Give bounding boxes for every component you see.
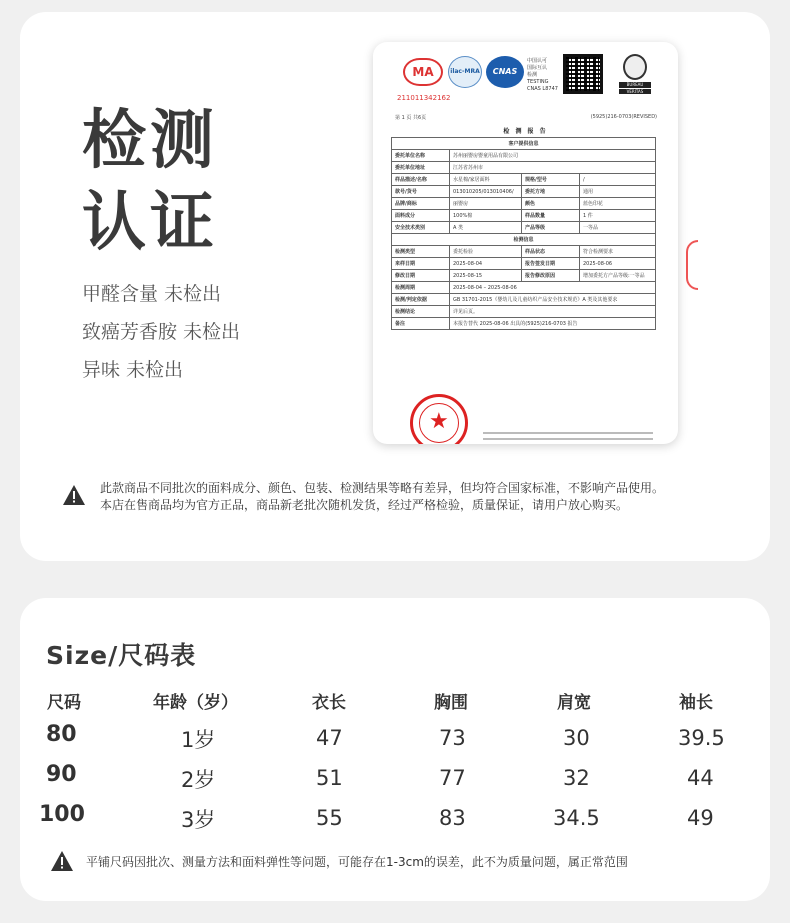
inspection-title bbox=[82, 100, 232, 264]
row-label: 产品等级 bbox=[522, 222, 580, 233]
result-odor: 异味 未检出 bbox=[82, 359, 184, 381]
cnas-logo: CNAS bbox=[486, 56, 524, 88]
report-row bbox=[392, 306, 655, 318]
table-cell-chest: 77 bbox=[439, 766, 466, 790]
row-label: 委托方地 bbox=[522, 186, 580, 197]
table-cell-age: 3岁 bbox=[181, 808, 216, 832]
report-table bbox=[391, 137, 656, 330]
table-cell-length: 47 bbox=[316, 726, 343, 750]
table-cell-size: 90 bbox=[46, 762, 77, 787]
row-value: A 类 bbox=[450, 222, 522, 233]
row-label: 委托单位地址 bbox=[392, 162, 450, 173]
red-seal-stamp-icon bbox=[410, 394, 468, 444]
bv-seal-icon bbox=[623, 54, 647, 80]
header-chest: 胸围 bbox=[434, 693, 468, 713]
table-cell-shoulder: 34.5 bbox=[553, 806, 600, 830]
row-value: 一等品 bbox=[583, 225, 599, 231]
cnas-caption-line: 检测 bbox=[527, 72, 538, 78]
header-age: 年龄（岁） bbox=[153, 693, 238, 713]
table-cell-chest: 83 bbox=[439, 806, 466, 830]
row-value: / bbox=[583, 176, 585, 183]
row-label: 安全技术类别 bbox=[392, 222, 450, 233]
ilac-logo: ilac-MRA bbox=[448, 56, 482, 88]
report-row bbox=[392, 318, 655, 329]
section-label: 客户提供信息 bbox=[508, 141, 539, 147]
header-sleeve: 袖长 bbox=[679, 693, 713, 713]
row-label: 备注 bbox=[392, 318, 450, 329]
row-value: 丽婴房 bbox=[450, 198, 522, 209]
table-cell-length: 55 bbox=[316, 806, 343, 830]
ma-logo: MA bbox=[403, 58, 443, 86]
cnas-caption-line: 中国认可 bbox=[527, 58, 548, 64]
table-cell-age: 2岁 bbox=[181, 768, 216, 792]
report-row bbox=[392, 222, 655, 234]
table-cell-length: 51 bbox=[316, 766, 343, 790]
report-row bbox=[392, 150, 655, 162]
test-report-image bbox=[373, 42, 678, 444]
qr-code-icon bbox=[563, 54, 603, 94]
table-cell-sleeve: 49 bbox=[687, 806, 714, 830]
row-label: 检测结论 bbox=[392, 306, 450, 317]
row-label: 款号/货号 bbox=[392, 186, 450, 197]
table-cell-sleeve: 44 bbox=[687, 766, 714, 790]
size-footnote-text: 平铺尺码因批次、测量方法和面料弹性等问题，可能存在1-3cm的误差，此不为质量问题，属正常范围 bbox=[86, 854, 628, 869]
row-label: 面料成分 bbox=[392, 210, 450, 221]
row-value: 增加委托方产品等级:一等品 bbox=[583, 273, 645, 279]
row-value: GB 31701-2015《婴幼儿及儿童纺织产品安全技术规范》A 类及其他要求 bbox=[453, 297, 618, 303]
row-label: 来样日期 bbox=[392, 258, 450, 269]
report-row bbox=[392, 174, 655, 186]
row-label: 样品数量 bbox=[522, 210, 580, 221]
table-cell-size: 80 bbox=[46, 722, 77, 747]
report-row bbox=[392, 186, 655, 198]
batch-notice bbox=[62, 480, 664, 514]
row-value: 水星棉/家居面料 bbox=[450, 174, 522, 185]
size-chart-title: Size/尺码表 bbox=[46, 641, 197, 670]
row-value: 2025-08-06 bbox=[583, 260, 613, 267]
row-label: 检测周期 bbox=[392, 282, 450, 293]
report-row bbox=[392, 294, 655, 306]
header-length: 衣长 bbox=[312, 693, 346, 713]
row-value: 蓝色印花 bbox=[583, 201, 604, 207]
report-row bbox=[392, 246, 655, 258]
row-value: 详见后页。 bbox=[453, 309, 479, 315]
row-value: 100%棉 bbox=[450, 210, 522, 221]
row-value: 本报告替代 2025-08-06 出具的(5925)216-0703 报告 bbox=[453, 321, 578, 327]
inspection-title-line2: 认证 bbox=[82, 186, 218, 260]
row-value: 通用 bbox=[583, 189, 594, 195]
row-label: 颜色 bbox=[522, 198, 580, 209]
bureau-veritas-logo bbox=[619, 54, 651, 96]
ma-number: 211011342162 bbox=[397, 94, 451, 102]
size-footnote bbox=[50, 850, 628, 872]
inspection-title-line1: 检测 bbox=[82, 104, 218, 178]
report-fine-print bbox=[483, 432, 653, 444]
report-row bbox=[392, 258, 655, 270]
inspection-results bbox=[82, 282, 240, 396]
bv-line1: BUREAU bbox=[619, 82, 651, 88]
cnas-caption-line: CNAS L8747 bbox=[527, 86, 558, 92]
report-row bbox=[392, 198, 655, 210]
report-section-header bbox=[392, 138, 655, 150]
row-label: 样品描述/名称 bbox=[392, 174, 450, 185]
row-value: 委托检验 bbox=[450, 246, 522, 257]
report-row bbox=[392, 282, 655, 294]
cnas-caption-line: TESTING bbox=[527, 79, 549, 85]
row-label: 委托单位名称 bbox=[392, 150, 450, 161]
row-value: 2025-08-15 bbox=[450, 270, 522, 281]
table-cell-age: 1岁 bbox=[181, 728, 216, 752]
cnas-caption-line: 国际互认 bbox=[527, 65, 548, 71]
row-value: 1 件 bbox=[583, 213, 593, 219]
section-label: 检测信息 bbox=[513, 237, 534, 243]
row-label: 品牌/商标 bbox=[392, 198, 450, 209]
report-number: (5925)216-0703(REVISED) bbox=[590, 114, 657, 120]
header-shoulder: 肩宽 bbox=[557, 693, 591, 713]
warning-icon bbox=[50, 850, 74, 872]
report-row bbox=[392, 162, 655, 174]
table-cell-shoulder: 30 bbox=[563, 726, 590, 750]
result-formaldehyde: 甲醛含量 未检出 bbox=[82, 283, 222, 305]
report-title: 检 测 报 告 bbox=[503, 128, 548, 135]
row-value: 013010205/013010406/ bbox=[450, 186, 522, 197]
result-aromatic-amine: 致癌芳香胺 未检出 bbox=[82, 321, 241, 343]
table-cell-sleeve: 39.5 bbox=[678, 726, 725, 750]
row-value: 江苏省苏州市 bbox=[453, 165, 484, 171]
warning-icon bbox=[62, 484, 86, 506]
row-label: 检测/判定依据 bbox=[392, 294, 450, 305]
row-label: 报告签发日期 bbox=[522, 258, 580, 269]
row-label: 样品状态 bbox=[522, 246, 580, 257]
table-cell-shoulder: 32 bbox=[563, 766, 590, 790]
row-value: 2025-08-04 – 2025-08-06 bbox=[453, 284, 517, 291]
table-cell-size: 100 bbox=[39, 802, 85, 827]
report-logo-row bbox=[373, 54, 678, 100]
notice-line1: 此款商品不同批次的面料成分、颜色、包装、检测结果等略有差异，但均符合国家标准，不影响产品使用。 bbox=[100, 481, 665, 495]
row-value: 苏州丽婴房婴童用品有限公司 bbox=[453, 153, 519, 159]
row-label: 规格/型号 bbox=[522, 174, 580, 185]
report-row bbox=[392, 210, 655, 222]
table-cell-chest: 73 bbox=[439, 726, 466, 750]
report-section-header bbox=[392, 234, 655, 246]
bv-line2: VERITAS bbox=[619, 89, 651, 94]
side-seal-stamp-icon bbox=[686, 240, 698, 290]
row-value: 符合检测要求 bbox=[583, 249, 614, 255]
cnas-caption bbox=[527, 58, 558, 93]
notice-line2: 本店在售商品均为官方正品，商品新老批次随机发货，经过严格检验，质量保证，请用户放心购买。 bbox=[100, 498, 629, 512]
row-value: 2025-08-04 bbox=[450, 258, 522, 269]
header-size: 尺码 bbox=[47, 693, 81, 713]
row-label: 修改日期 bbox=[392, 270, 450, 281]
row-label: 报告修改原因 bbox=[522, 270, 580, 281]
row-label: 检测类型 bbox=[392, 246, 450, 257]
report-row bbox=[392, 270, 655, 282]
report-page-label: 第 1 页 共6页 bbox=[395, 115, 427, 121]
